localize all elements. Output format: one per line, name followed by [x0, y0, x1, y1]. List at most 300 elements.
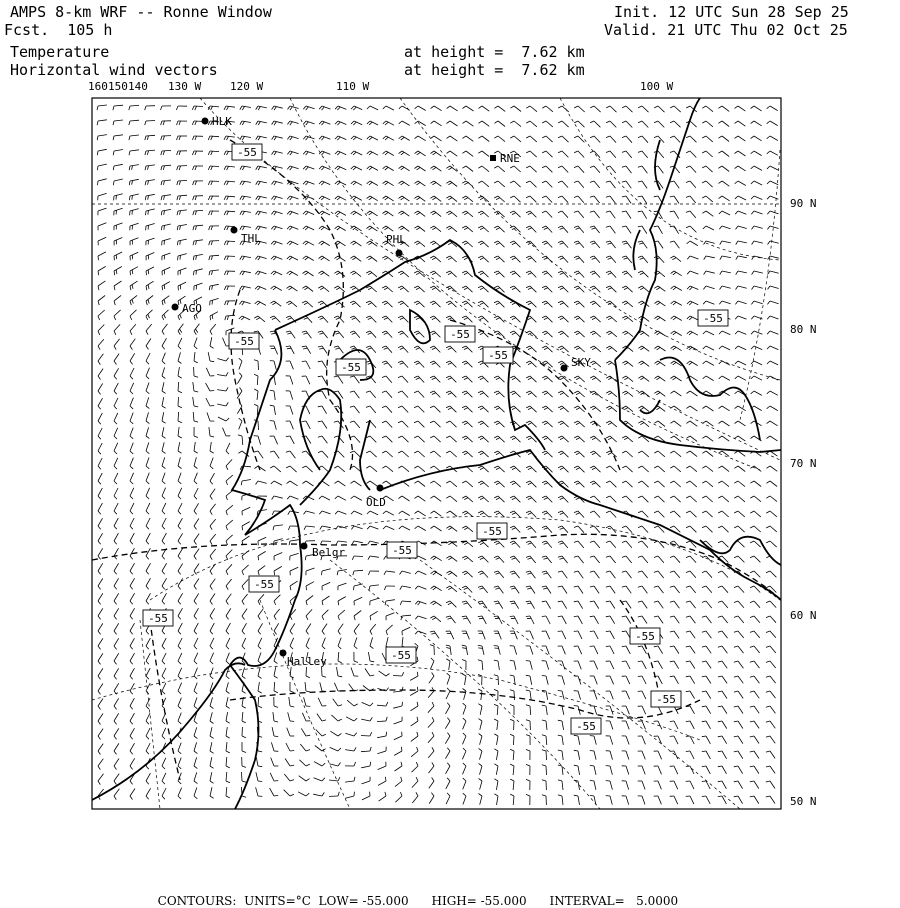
wind-barb — [415, 496, 426, 501]
wind-barb — [286, 436, 295, 444]
wind-barb — [654, 601, 663, 608]
wind-barb — [446, 601, 456, 607]
wind-barb — [98, 281, 105, 290]
wind-barb — [335, 196, 346, 200]
wind-barb — [430, 256, 441, 262]
wind-barb — [654, 556, 664, 563]
wind-barb — [334, 683, 342, 691]
wind-barb — [526, 136, 537, 142]
wind-barb — [361, 717, 372, 721]
wind-barb — [463, 106, 474, 111]
station-ago — [172, 302, 202, 315]
wind-barb — [161, 195, 171, 201]
wind-barb — [606, 391, 617, 397]
wind-barb — [462, 301, 472, 307]
wind-barb — [130, 383, 134, 394]
wind-barb — [98, 503, 102, 514]
wind-barb — [750, 646, 760, 653]
wind-barb — [751, 136, 762, 141]
contours-interval: INTERVAL= 5.0000 — [550, 894, 679, 908]
wind-barb — [194, 757, 197, 768]
wind-barb — [558, 541, 568, 548]
wind-barb — [638, 181, 647, 188]
wind-barb — [258, 667, 262, 678]
wind-barb — [558, 331, 568, 337]
wind-barb — [224, 271, 235, 275]
wind-barb — [654, 571, 664, 578]
wind-barb — [318, 391, 327, 399]
wind-barb — [226, 772, 230, 783]
wind-barb — [272, 121, 283, 125]
wind-barb — [224, 241, 235, 245]
wind-barb — [494, 556, 504, 563]
wind-barb — [752, 226, 763, 229]
wind-barb — [558, 121, 568, 127]
wind-barb — [750, 601, 760, 608]
wind-barb — [415, 166, 426, 171]
wind-barb — [255, 256, 266, 260]
wind-barb — [177, 195, 187, 200]
wind-barb — [734, 481, 745, 487]
wind-barb — [254, 360, 259, 370]
wind-barb — [414, 331, 424, 337]
wind-barb — [114, 238, 122, 246]
wind-barb — [446, 166, 457, 171]
wind-barb — [209, 284, 219, 290]
wind-barb — [161, 165, 171, 170]
wind-barb — [574, 436, 584, 442]
wind-barb — [718, 571, 728, 578]
wind-barb — [542, 481, 552, 487]
wind-barb — [638, 481, 648, 487]
wind-barb — [366, 256, 377, 262]
wind-barb — [462, 346, 472, 352]
wind-barb — [622, 676, 630, 684]
contour-label — [336, 359, 366, 375]
wind-barb — [98, 208, 107, 215]
wind-barb — [146, 788, 151, 799]
wind-barb — [703, 361, 714, 365]
wind-barb — [430, 481, 441, 487]
wind-barb — [237, 373, 242, 384]
wind-barb — [207, 413, 214, 422]
wind-barb — [320, 682, 326, 691]
wind-barb — [574, 241, 584, 248]
wind-barb — [130, 223, 139, 230]
wind-barb — [226, 505, 233, 515]
wind-barb — [670, 451, 681, 457]
wind-barb — [622, 106, 632, 112]
wind-barb — [542, 271, 552, 277]
wind-barb — [383, 511, 394, 515]
wind-barb — [542, 705, 548, 715]
wind-barb — [350, 301, 360, 307]
wind-barb — [446, 451, 457, 457]
wind-barb — [335, 496, 346, 500]
wind-barb — [286, 331, 295, 338]
wind-barb — [622, 361, 633, 367]
wind-barb — [686, 751, 694, 759]
wind-barb — [574, 556, 584, 563]
wind-barb — [270, 421, 277, 430]
wind-barb — [478, 645, 484, 654]
wind-barb — [330, 747, 341, 751]
wind-barb — [335, 481, 346, 486]
wind-barb — [478, 660, 483, 670]
wind-barb — [478, 689, 482, 700]
wind-barb — [430, 436, 440, 442]
wind-barb — [638, 586, 648, 593]
wind-barb — [670, 736, 678, 744]
wind-barb — [462, 136, 473, 141]
wind-barb — [542, 750, 547, 760]
wind-barb — [526, 301, 536, 307]
longitude-label: 130 W — [168, 80, 201, 93]
wind-barb — [735, 301, 746, 304]
wind-barb — [146, 412, 149, 423]
wind-barb — [224, 106, 235, 110]
wind-barb — [767, 196, 778, 199]
wind-barb — [751, 121, 762, 126]
wind-barb — [478, 616, 487, 624]
wind-barb — [494, 136, 505, 142]
wind-barb — [735, 151, 746, 156]
wind-barb — [428, 732, 434, 743]
wind-barb — [274, 697, 278, 707]
wind-barb — [98, 237, 106, 245]
wind-barb — [338, 610, 345, 620]
wind-barb — [398, 331, 408, 338]
wind-barb — [590, 211, 600, 218]
wind-barb — [574, 750, 580, 760]
wind-barb — [210, 442, 214, 453]
wind-barb — [622, 586, 631, 593]
wind-barb — [735, 406, 746, 411]
wind-barb — [270, 788, 279, 796]
wind-barb — [162, 728, 166, 739]
wind-barb — [208, 196, 219, 200]
wind-barb — [606, 721, 613, 730]
wind-barb — [558, 466, 568, 472]
wind-barb — [654, 781, 662, 789]
wind-barb — [638, 751, 646, 759]
wind-barb — [526, 196, 536, 202]
wind-barb — [226, 757, 230, 768]
wind-barb — [590, 241, 600, 248]
wind-barb — [178, 578, 183, 589]
wind-barb — [274, 667, 278, 678]
wind-barb — [687, 331, 698, 335]
wind-barb — [114, 728, 119, 739]
wind-barb — [98, 398, 103, 409]
wind-barb — [510, 631, 518, 639]
wind-barb — [462, 361, 472, 367]
wind-barb — [146, 473, 149, 484]
wind-barb — [510, 794, 514, 805]
wind-barb — [303, 241, 314, 245]
wind-barb — [382, 331, 392, 338]
wind-barb — [574, 451, 584, 457]
wind-barb — [382, 286, 393, 292]
wind-barb — [240, 196, 251, 200]
wind-barb — [386, 613, 394, 621]
wind-barb — [350, 391, 360, 398]
wind-barb — [463, 703, 466, 714]
wind-barb — [494, 481, 504, 487]
wind-barb — [209, 255, 219, 260]
wind-barb — [446, 481, 457, 487]
wind-barb — [290, 553, 299, 560]
wind-barb — [686, 136, 696, 142]
wind-barb — [316, 730, 326, 737]
wind-barb — [478, 286, 488, 292]
wind-barb — [368, 571, 379, 575]
wind-barb — [542, 241, 552, 248]
wind-barb — [478, 631, 486, 639]
wind-barb — [590, 646, 598, 654]
wind-barb — [178, 503, 182, 514]
wind-barb — [718, 496, 729, 502]
wind-barb — [386, 625, 393, 635]
wind-barb — [290, 581, 298, 590]
wind-barb — [414, 376, 424, 383]
wind-barb — [415, 526, 426, 531]
wind-barb — [338, 597, 346, 606]
wind-barb — [270, 346, 278, 354]
map-title: AMPS 8-km WRF -- Ronne Window — [10, 4, 272, 21]
wind-barb — [367, 526, 378, 529]
wind-barb — [384, 571, 395, 575]
wind-barb — [687, 286, 698, 290]
wind-barb — [351, 481, 362, 486]
wind-barb — [735, 331, 746, 334]
wind-barb — [366, 271, 377, 277]
wind-barb — [574, 271, 584, 278]
wind-barb — [462, 660, 466, 671]
wind-barb — [574, 571, 583, 578]
wind-barb — [478, 556, 488, 562]
wind-barb — [558, 691, 564, 700]
wind-barb — [285, 759, 294, 767]
wind-barb — [574, 301, 584, 307]
wind-barb — [146, 368, 150, 379]
wind-barb — [638, 151, 648, 158]
wind-barb — [431, 151, 442, 156]
wind-barb — [162, 533, 166, 544]
wind-barb — [654, 616, 663, 623]
wind-barb — [702, 436, 713, 441]
wind-barb — [462, 316, 472, 322]
wind-barb — [130, 533, 134, 544]
wind-barb — [130, 209, 139, 216]
wind-barb — [162, 653, 166, 664]
wind-barb — [574, 676, 581, 685]
contour-label — [143, 610, 173, 626]
wind-barb — [194, 772, 197, 783]
wind-barb — [574, 106, 585, 112]
wind-barb — [638, 316, 649, 321]
wind-barb — [478, 421, 488, 427]
wind-barb — [542, 166, 552, 172]
wind-barb — [270, 361, 277, 370]
wind-barb — [382, 391, 392, 398]
wind-barb — [622, 691, 630, 699]
wind-barb — [414, 196, 425, 201]
wind-barb — [542, 541, 552, 548]
wind-barb — [704, 241, 715, 245]
wind-barb — [606, 256, 616, 263]
wind-barb — [703, 301, 714, 304]
wind-barb — [478, 376, 488, 382]
wind-barb — [590, 511, 600, 518]
wind-barb — [766, 706, 776, 713]
wind-barb — [751, 346, 762, 350]
wind-barb — [162, 267, 170, 275]
wind-barb — [750, 766, 759, 774]
wind-barb — [414, 226, 425, 232]
wind-barb — [194, 668, 198, 679]
wind-barb — [98, 684, 103, 695]
wind-barb — [226, 475, 233, 485]
wind-barb — [638, 511, 648, 517]
wind-barb — [526, 166, 536, 172]
wind-barb — [162, 578, 167, 589]
wind-barb — [242, 757, 246, 767]
wind-barb — [351, 151, 362, 155]
wind-barb — [238, 435, 243, 445]
wind-barb — [686, 526, 696, 532]
wind-barb — [210, 727, 214, 738]
wind-barb — [526, 226, 536, 232]
wind-barb — [654, 646, 663, 654]
wind-barb — [462, 645, 468, 655]
wind-barb — [558, 211, 568, 218]
wind-barb — [606, 736, 613, 745]
wind-barb — [590, 256, 600, 263]
wind-barb — [256, 106, 267, 110]
wind-barb — [178, 518, 182, 529]
wind-barb — [290, 623, 295, 634]
wind-barb — [574, 256, 584, 263]
wind-barb — [178, 427, 182, 438]
wind-barb — [446, 391, 456, 397]
wind-barb — [574, 466, 584, 472]
wind-barb — [194, 427, 198, 438]
wind-barb — [272, 496, 283, 500]
wind-barb — [702, 781, 710, 789]
wind-barb — [463, 718, 466, 729]
wind-barb — [494, 734, 498, 745]
wind-barb — [702, 181, 712, 187]
wind-barb — [130, 728, 135, 739]
wind-barb — [606, 586, 615, 593]
wind-barb — [574, 166, 584, 173]
wind-barb — [686, 706, 695, 714]
wind-barb — [193, 240, 203, 245]
wind-barb — [398, 376, 408, 383]
wind-barb — [558, 586, 567, 594]
station-halley — [280, 650, 328, 669]
wind-barb — [334, 466, 345, 472]
wind-barb — [622, 391, 633, 397]
wind-barb — [526, 690, 531, 700]
wind-barb — [622, 241, 632, 248]
wind-barb — [510, 734, 514, 745]
wind-barb — [130, 267, 138, 276]
wind-barb — [114, 638, 119, 649]
wind-barb — [399, 526, 410, 530]
wind-barb — [226, 564, 232, 575]
wind-barb — [638, 346, 649, 351]
wind-barb — [542, 586, 551, 594]
wind-barb — [366, 286, 377, 292]
wind-barb — [272, 181, 283, 185]
wind-barb — [606, 301, 616, 307]
wind-barb — [478, 586, 488, 593]
wind-barb — [178, 668, 182, 679]
wind-barb — [750, 736, 759, 744]
wind-barb — [606, 316, 617, 322]
wind-barb — [494, 586, 504, 593]
wind-barb — [242, 727, 246, 738]
wind-barb — [670, 766, 678, 774]
wind-barb — [670, 556, 680, 563]
wind-barb — [98, 369, 103, 380]
wind-barb — [430, 211, 441, 217]
wind-barb — [303, 256, 314, 261]
contour-label — [483, 347, 513, 363]
wind-barb — [752, 286, 763, 290]
wind-barb — [178, 623, 182, 634]
wind-barb — [369, 585, 379, 590]
wind-barb — [751, 151, 762, 156]
wind-barb — [719, 226, 730, 229]
wind-barb — [146, 773, 150, 784]
wind-barb — [258, 594, 264, 605]
wind-barb — [114, 208, 123, 215]
wind-barb — [114, 789, 119, 800]
wind-barb — [145, 194, 155, 200]
wind-barb — [526, 646, 533, 655]
wind-barb — [446, 181, 457, 187]
wind-barb — [114, 194, 123, 201]
wind-barb — [462, 226, 473, 232]
wind-barb — [162, 473, 165, 484]
wind-barb — [686, 196, 696, 203]
wind-barb — [766, 766, 775, 773]
wind-barb — [494, 106, 505, 111]
wind-barb — [210, 668, 213, 679]
wind-barb — [335, 211, 346, 215]
station-label: THL — [241, 232, 261, 245]
wind-barb — [226, 520, 233, 530]
contour-label — [630, 628, 660, 644]
wind-barb — [479, 779, 482, 790]
wind-barb — [97, 149, 107, 155]
wind-barb — [287, 271, 298, 276]
wind-barb — [703, 226, 714, 230]
wind-barb — [192, 136, 203, 140]
wind-barb — [750, 796, 759, 804]
wind-barb — [702, 766, 711, 774]
wind-barb — [526, 211, 536, 217]
wind-barb — [702, 631, 712, 638]
wind-barb — [446, 226, 457, 232]
wind-barb — [146, 668, 150, 679]
wind-barb — [398, 286, 408, 292]
wind-barb — [114, 383, 118, 394]
wind-barb — [114, 774, 119, 785]
